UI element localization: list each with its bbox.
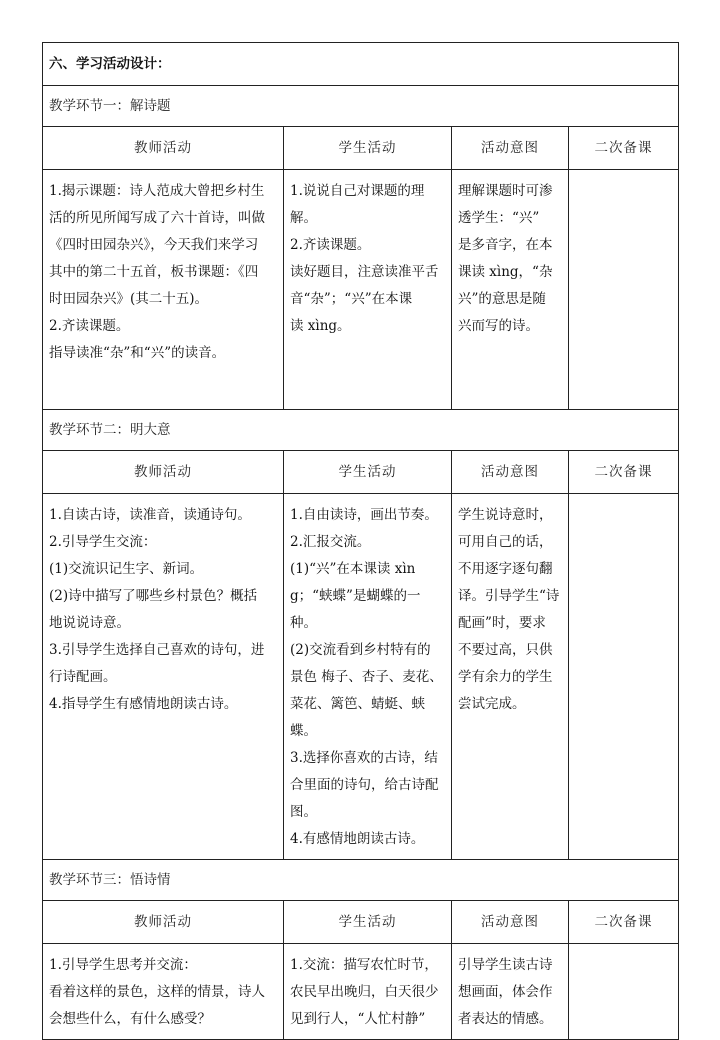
text-line: 地说说诗意。 <box>49 615 130 631</box>
text-line: 合里面的诗句，给古诗配 <box>290 777 439 793</box>
text-line: 农民早出晚归，白天很少 <box>290 984 439 1000</box>
stage-3-student-cell <box>284 944 452 1040</box>
header-teacher: 教师活动 <box>43 901 284 944</box>
stage-1-title: 教学环节一：解诗题 <box>43 86 679 127</box>
section-title: 六、学习活动设计： <box>43 43 679 86</box>
stage-2-title: 教学环节二：明大意 <box>43 410 679 451</box>
text-line: 读好题目，注意读准平舌 <box>290 264 439 280</box>
text-line: 不用逐字逐句翻 <box>458 561 553 577</box>
text-line: 引导学生读古诗 <box>458 957 553 973</box>
text-line: 1.自由读诗，画出节奏。 <box>290 507 438 523</box>
text-line: 图。 <box>290 804 317 820</box>
text-line: 解。 <box>290 210 317 226</box>
stage-3-revision-cell <box>569 944 679 1040</box>
stage-2-revision-cell <box>569 494 679 860</box>
header-student: 学生活动 <box>284 127 452 170</box>
text-line: 3.选择你喜欢的古诗，结 <box>290 750 438 766</box>
header-student: 学生活动 <box>284 451 452 494</box>
text-line: 者表达的情感。 <box>458 1011 553 1027</box>
text-line: 译。引导学生“诗 <box>458 588 560 604</box>
text-line: 尝试完成。 <box>458 696 526 712</box>
header-intent: 活动意图 <box>452 901 569 944</box>
text-line: 配画”时，要求 <box>458 615 546 631</box>
text-line: 可用自己的话， <box>458 534 553 550</box>
text-line: 2.齐读课题。 <box>49 318 130 334</box>
text-line: 学有余力的学生 <box>458 669 553 685</box>
text-line: 其中的第二十五首，板书课题：《四 <box>49 264 259 280</box>
text-line: 种。 <box>290 615 317 631</box>
header-intent: 活动意图 <box>452 127 569 170</box>
text-line: 2.齐读课题。 <box>290 237 371 253</box>
stage-1-revision-cell <box>569 170 679 410</box>
text-line: 时田园杂兴》(其二十五)。 <box>49 291 209 307</box>
stage-2-intent-cell <box>452 494 569 860</box>
text-line: 1.自读古诗，读准音，读通诗句。 <box>49 507 251 523</box>
header-revision: 二次备课 <box>569 901 679 944</box>
text-line: 见到行人，“人忙村静” <box>290 1011 426 1027</box>
text-line: 1.说说自己对课题的理 <box>290 183 425 199</box>
text-line: 兴”的意思是随 <box>458 291 546 307</box>
text-line: 行诗配画。 <box>49 669 117 685</box>
header-revision: 二次备课 <box>569 451 679 494</box>
stage-1-teacher-cell <box>43 170 284 410</box>
stage-3-intent-cell <box>452 944 569 1040</box>
text-line: 指导读准“杂”和“兴”的读音。 <box>49 345 226 361</box>
text-line: 《四时田园杂兴》，今天我们来学习 <box>49 237 259 253</box>
text-line: 活的所见所闻写成了六十首诗，叫做 <box>49 210 265 226</box>
text-line: 学生说诗意时， <box>458 507 553 523</box>
text-line: 1.揭示课题：诗人范成大曾把乡村生 <box>49 183 265 199</box>
header-intent: 活动意图 <box>452 451 569 494</box>
header-revision: 二次备课 <box>569 127 679 170</box>
header-student: 学生活动 <box>284 901 452 944</box>
stage-3-title: 教学环节三：悟诗情 <box>43 860 679 901</box>
text-line: 4.有感情地朗读古诗。 <box>290 831 425 847</box>
lesson-design-table <box>42 42 679 1040</box>
stage-1-intent-cell <box>452 170 569 410</box>
text-line: 看着这样的景色，这样的情景，诗人 <box>49 984 265 1000</box>
text-line: 兴而写的诗。 <box>458 318 539 334</box>
text-line: 读 xìng。 <box>290 318 351 334</box>
text-line: 是多音字，在本 <box>458 237 553 253</box>
header-teacher: 教师活动 <box>43 127 284 170</box>
text-line: 1.交流：描写农忙时节， <box>290 957 438 973</box>
text-line: 理解课题时可渗 <box>458 183 553 199</box>
stage-2-student-cell <box>284 494 452 860</box>
text-line: 不要过高，只供 <box>458 642 553 658</box>
text-line: 菜花、篱笆、蜻蜓、蛱蝶。 <box>290 696 425 739</box>
text-line: 音“杂”；“兴”在本课 <box>290 291 413 307</box>
text-line: 2.引导学生交流： <box>49 534 157 550</box>
text-line: 想画面，体会作 <box>458 984 553 1000</box>
text-line: 透学生：“兴” <box>458 210 540 226</box>
text-line: 4.指导学生有感情地朗读古诗。 <box>49 696 238 712</box>
text-line: (1)“兴”在本课读 xìn <box>290 561 416 577</box>
text-line: (2)交流看到乡村特有的 <box>290 642 431 658</box>
text-line: 景色 梅子、杏子、麦花、 <box>290 669 443 685</box>
header-teacher: 教师活动 <box>43 451 284 494</box>
text-line: 2.汇报交流。 <box>290 534 371 550</box>
stage-1-student-cell <box>284 170 452 410</box>
text-line: 课读 xìng，“杂 <box>458 264 553 280</box>
text-line: g；“蛱蝶”是蝴蝶的一 <box>290 588 421 604</box>
text-line: (1)交流识记生字、新词。 <box>49 561 204 577</box>
text-line: 会想些什么，有什么感受？ <box>49 1011 211 1027</box>
stage-2-teacher-cell <box>43 494 284 860</box>
text-line: (2)诗中描写了哪些乡村景色？概括 <box>49 588 258 604</box>
stage-3-teacher-cell <box>43 944 284 1040</box>
text-line: 3.引导学生选择自己喜欢的诗句，进 <box>49 642 265 658</box>
text-line: 1.引导学生思考并交流： <box>49 957 197 973</box>
